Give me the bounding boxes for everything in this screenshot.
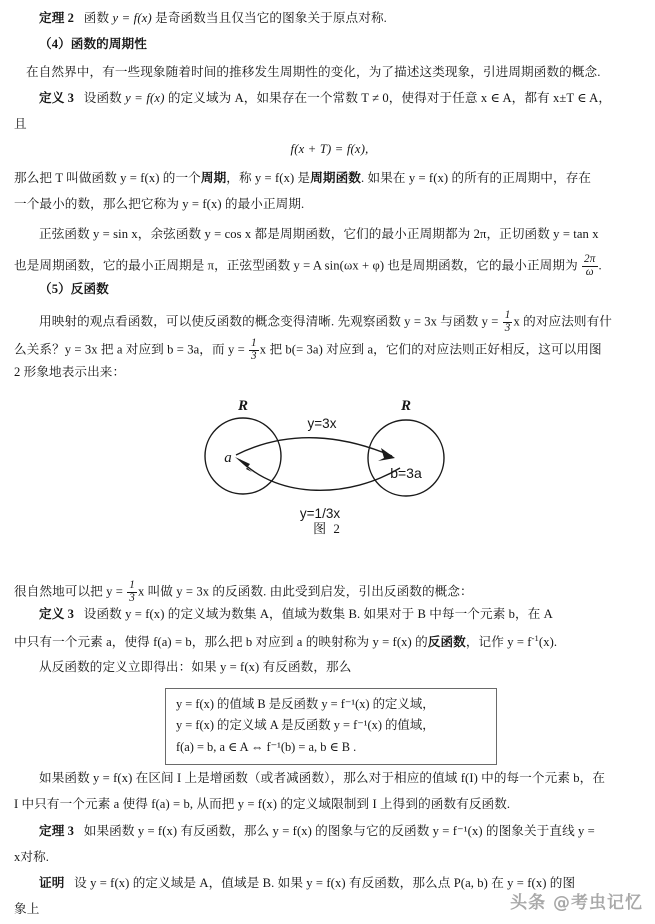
period-fraction-numerator: 2π xyxy=(584,253,596,265)
left-set-label: R xyxy=(237,398,249,414)
periodic-explanation-line-2 xyxy=(14,198,645,211)
top-arrow-label: y=3x xyxy=(307,416,337,431)
periodic-bold-2: 周期函数 xyxy=(310,171,361,185)
inverse-exponent: -1 xyxy=(531,633,539,643)
section-5-line-3 xyxy=(14,366,645,379)
derive-text: 从反函数的定义立即得出：如果 y = f(x) 有反函数，那么 xyxy=(39,660,352,674)
definition-3-periodic xyxy=(14,92,645,105)
definition-3-periodic-line1a: 设函数 xyxy=(83,91,126,105)
boxed-row-3: f(a) = b, a ∈ A ⇔ f⁻¹(b) = a, b ∈ B . xyxy=(176,739,357,754)
bottom-curve-arrowhead xyxy=(235,457,252,472)
inverse-function-term: 反函数 xyxy=(427,635,466,650)
definition-3-inverse-line1: 设函数 y = f(x) 的定义域为数集 A，值域为数集 B. 如果对于 B 中每一个元素 b，在 A xyxy=(83,607,553,621)
left-element-label: a xyxy=(224,450,232,466)
left-set-circle xyxy=(205,418,281,494)
proof-text-2: 象上 xyxy=(14,902,40,916)
bottom-mapping-curve xyxy=(240,460,400,490)
monotone-note-text-2: I 中只有一个元素 a 使得 f(a) = b, 从而把 y = f(x) 的定义域限制到 I 上得到的函数有反函数. xyxy=(14,797,511,811)
theorem-3-line-2 xyxy=(14,851,645,864)
section-4-heading xyxy=(14,38,645,51)
one-third-fraction-b xyxy=(249,338,259,362)
definition-3-periodic-line2: 且 xyxy=(14,117,27,131)
section-5-heading-label: （5）反函数 xyxy=(39,282,109,296)
section-5-text-1b: x 的对应法则有什 xyxy=(513,314,612,329)
period-fraction xyxy=(582,254,598,278)
theorem-2-math: y = f(x) xyxy=(112,11,152,25)
section-5-text-2b: x 把 b(= 3a) 对应到 a，它们的对应法则正好相反，这可以用图 xyxy=(259,342,602,357)
periodic-explanation-line-1 xyxy=(14,172,645,185)
section-5-text-1a: 用映射的观点看函数，可以使反函数的概念变得清晰. 先观察函数 y = 3x 与函数 y = xyxy=(39,314,502,329)
proof-label: 证明 xyxy=(39,876,65,890)
periodic-display-formula-text: f(x + T) = f(x), xyxy=(290,142,369,156)
periodic-examples-text-2a: 也是周期函数，它的最小正周期是 π，正弦型函数 y = A sin(ωx + φ) 也是周期函数，它的最小正周期为 xyxy=(14,258,582,273)
definition-3-inverse xyxy=(14,608,645,621)
monotone-note-text-1: 如果函数 y = f(x) 在区间 I 上是增函数（或者减函数），那么对于相应的值域 f(I) 中的每一个元素 b，在 xyxy=(39,771,606,785)
periodic-after-1: 那么把 T 叫做函数 y = f(x) 的一个 xyxy=(14,171,201,185)
top-curve-arrowhead xyxy=(378,448,395,461)
theorem-3-text-2: x对称. xyxy=(14,850,50,864)
section-4-heading-label: （4）函数的周期性 xyxy=(39,37,147,51)
definition-3-inverse-line2a: 中只有一个元素 a，使得 f(a) = b，那么把 b 对应到 a 的映射称为 y = f(x) 的 xyxy=(14,635,428,650)
theorem-2-text-a: 函数 xyxy=(83,11,113,25)
theorem-3-line-1 xyxy=(14,825,645,838)
theorem-2-label: 定理 2 xyxy=(39,11,75,25)
after-figure-paragraph xyxy=(14,580,645,604)
after-figure-text-b: x 叫做 y = 3x 的反函数. 由此受到启发，引出反函数的概念： xyxy=(137,584,473,599)
one-third-numerator-b: 1 xyxy=(251,337,257,349)
bottom-arrow-label: y=1/3x xyxy=(299,506,341,521)
definition-3-periodic-cont xyxy=(14,118,645,131)
definition-3-inverse-cont xyxy=(14,634,645,649)
one-third-denominator-b: 3 xyxy=(251,349,257,362)
definition-3-inverse-line2c: (x). xyxy=(538,635,558,650)
monotone-note-line-1 xyxy=(14,772,645,785)
section-5-line-1 xyxy=(14,310,645,334)
period-fraction-denominator: ω xyxy=(585,265,594,278)
right-element-label: b=3a xyxy=(390,465,422,481)
definition-3-inverse-line2b: ，记作 y = f xyxy=(465,635,532,650)
boxed-row-2: y = f(x) 的定义域 A 是反函数 y = f⁻¹(x) 的值域， xyxy=(176,718,435,733)
section-5-heading xyxy=(14,283,645,296)
watermark: 头条 @考虫记忆 xyxy=(510,893,643,913)
periodic-after-3: . 如果在 y = f(x) 的所有的正周期中，存在 xyxy=(361,171,592,185)
inverse-properties-box xyxy=(165,688,497,765)
right-set-circle xyxy=(368,420,444,496)
one-third-fraction-c xyxy=(127,580,137,604)
one-third-numerator-c: 1 xyxy=(129,579,135,591)
periodic-examples-line-2 xyxy=(14,254,645,278)
one-third-denominator-c: 3 xyxy=(129,591,135,604)
definition-3-periodic-line1b: 的定义域为 A，如果存在一个常数 T ≠ 0，使得对于任意 x ∈ A，都有 x±T ∈ A， xyxy=(164,91,612,105)
one-third-denominator-a: 3 xyxy=(504,321,511,334)
section-5-line-2 xyxy=(14,338,645,362)
section-4-intro-text: 在自然界中，有一些现象随着时间的推移发生周期性的变化，为了描述这类现象，引进周期函数的概念. xyxy=(26,65,601,79)
section-5-text-3: 2 形象地表示出来： xyxy=(14,365,126,379)
theorem-3-label: 定理 3 xyxy=(39,824,75,838)
periodic-display-formula xyxy=(14,143,645,156)
definition-3-periodic-math: y = f(x) xyxy=(125,91,165,105)
proof-text-1: 设 y = f(x) 的定义域是 A，值域是 B. 如果 y = f(x) 有反函数，那么点 P(a, b) 在 y = f(x) 的图 xyxy=(74,876,576,890)
periodic-examples-text-1: 正弦函数 y = sin x，余弦函数 y = cos x 都是周期函数，它们的最小正周期都为 2π，正切函数 y = tan x xyxy=(39,227,599,241)
monotone-note-line-2 xyxy=(14,798,645,811)
section-5-text-2a: 么关系？y = 3x 把 a 对应到 b = 3a，而 y = xyxy=(14,342,249,357)
theorem-3-text-1: 如果函数 y = f(x) 有反函数，那么 y = f(x) 的图象与它的反函数 y = f⁻¹(x) 的图象关于直线 y = xyxy=(83,824,595,838)
periodic-examples-text-2b: . xyxy=(598,258,602,273)
one-third-numerator-a: 1 xyxy=(504,309,511,321)
periodic-after-2: ，称 y = f(x) 是 xyxy=(226,171,311,185)
section-4-intro xyxy=(14,66,645,79)
after-figure-text-a: 很自然地可以把 y = xyxy=(14,584,127,599)
theorem-2-paragraph xyxy=(14,12,645,25)
one-third-fraction-a xyxy=(503,310,513,334)
periodic-bold-1: 周期 xyxy=(200,171,227,185)
boxed-row-1: y = f(x) 的值域 B 是反函数 y = f⁻¹(x) 的定义域， xyxy=(176,697,435,711)
theorem-2-text-b: 是奇函数当且仅当它的图象关于原点对称. xyxy=(151,11,387,25)
periodic-examples-line-1 xyxy=(14,228,645,241)
definition-3-periodic-label: 定义 3 xyxy=(39,91,75,105)
periodic-after-4: 一个最小的数，那么把它称为 y = f(x) 的最小正周期. xyxy=(14,197,305,211)
figure-2-caption: 图 2 xyxy=(313,521,342,536)
definition-3-inverse-label: 定义 3 xyxy=(39,607,75,621)
right-set-label: R xyxy=(400,398,412,414)
derive-paragraph xyxy=(14,661,645,674)
